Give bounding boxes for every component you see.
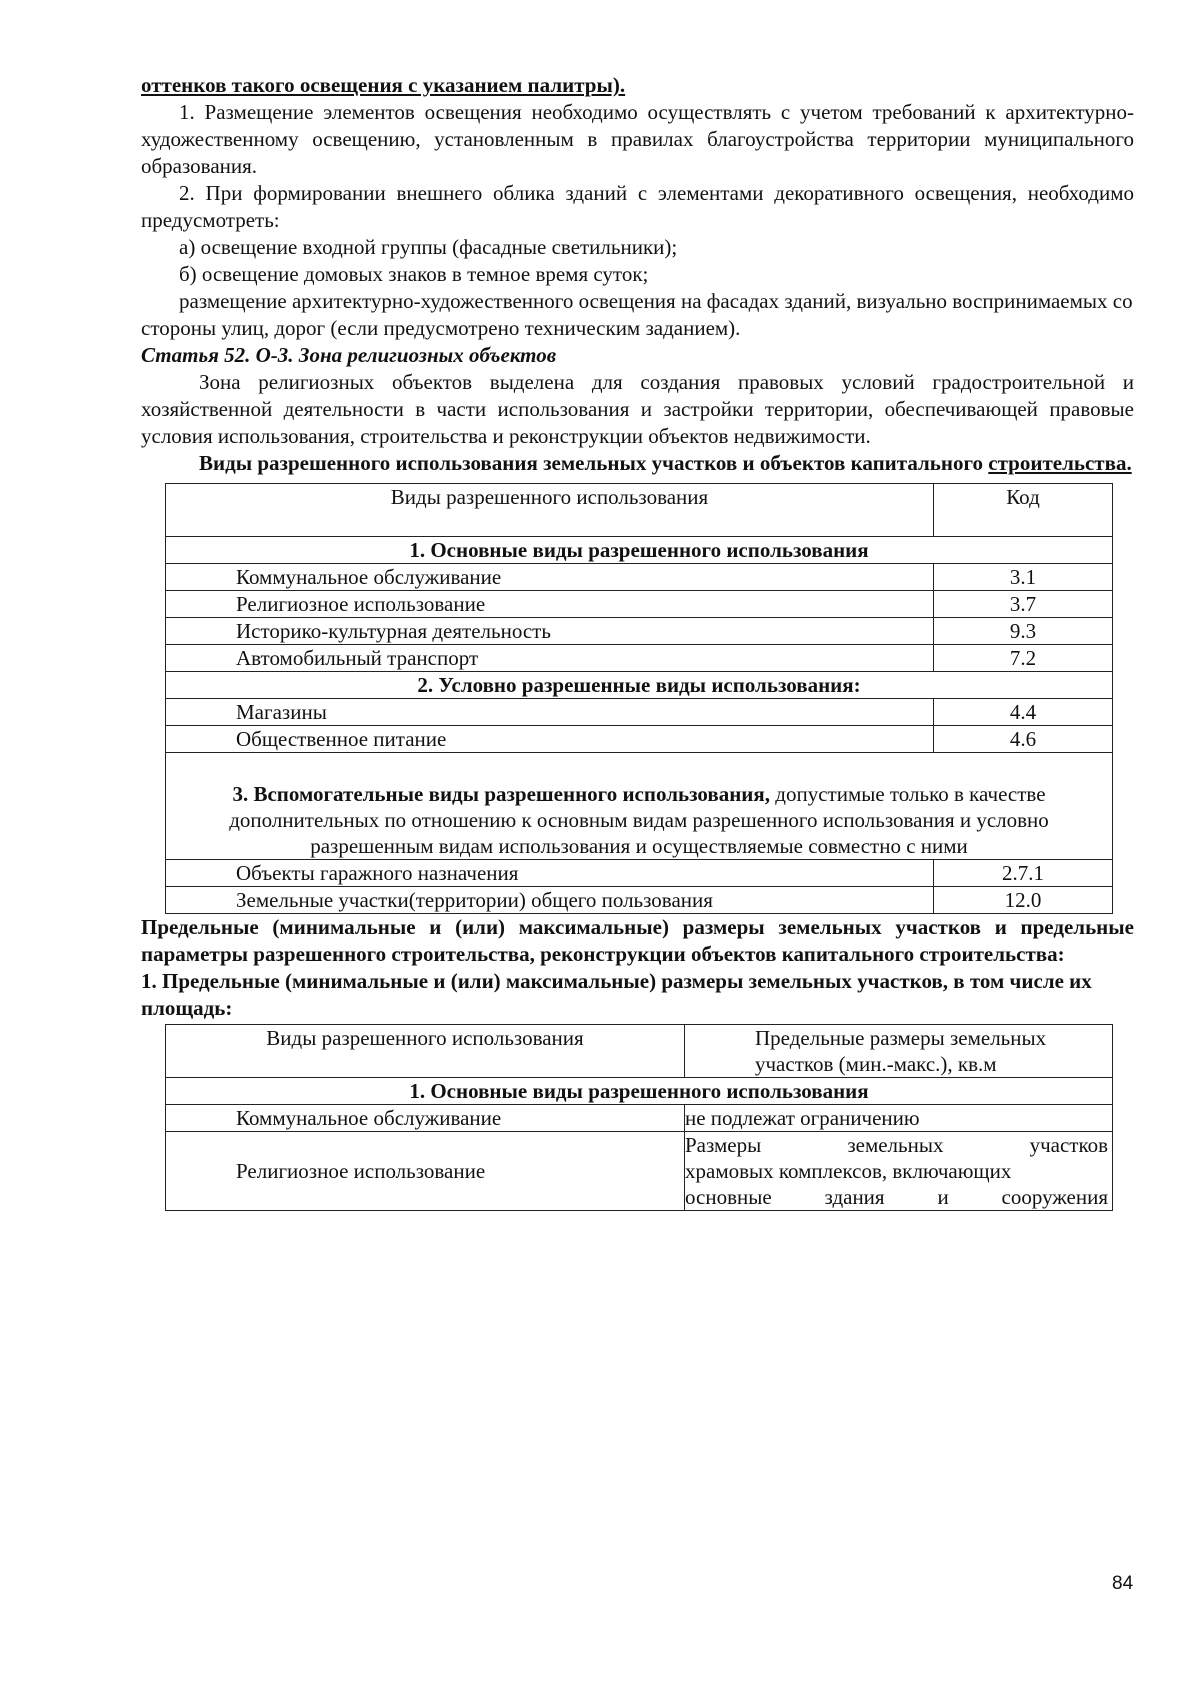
section-row xyxy=(166,753,1113,860)
use-code: 9.3 xyxy=(934,618,1113,645)
table-row xyxy=(166,860,1113,887)
limit-value: не подлежат ограничению xyxy=(685,1105,1113,1132)
use-code: 3.1 xyxy=(934,564,1113,591)
table-row xyxy=(166,726,1113,753)
limit-value xyxy=(685,1132,1113,1211)
use-name: Объекты гаражного назначения xyxy=(166,860,934,887)
limit-value-line1: Размеры земельных участков xyxy=(685,1133,1108,1157)
section-row xyxy=(166,1078,1113,1105)
section-2-title: 2. Условно разрешенные виды использования: xyxy=(166,672,1113,699)
table-row xyxy=(166,564,1113,591)
section-3-bold: 3. Вспомогательные виды разрешенного использования, xyxy=(232,782,771,806)
table-row xyxy=(166,699,1113,726)
use-name: Коммунальное обслуживание xyxy=(166,564,934,591)
table-row xyxy=(166,591,1113,618)
section-1-title: 1. Основные виды разрешенного использования xyxy=(166,1078,1113,1105)
use-code: 3.7 xyxy=(934,591,1113,618)
use-code: 7.2 xyxy=(934,645,1113,672)
section-1-title: 1. Основные виды разрешенного использования xyxy=(166,537,1113,564)
use-name: Автомобильный транспорт xyxy=(166,645,934,672)
article-title: Статья 52. О-3. Зона религиозных объектов xyxy=(141,343,557,367)
uses-title xyxy=(141,450,1134,477)
uses-title-line2: строительства. xyxy=(988,451,1132,475)
use-name: Историко-культурная деятельность xyxy=(166,618,934,645)
header-limit-line1: Предельные размеры земельных xyxy=(755,1026,1047,1050)
header-use: Виды разрешенного использования xyxy=(166,484,934,537)
paragraph-1: 1. Размещение элементов освещения необходимо осуществлять с учетом требований к архитектурно-художественному освещению, установленным в правилах благоустройства территории муниципального образования. xyxy=(141,100,1134,178)
list-item-a: а) освещение входной группы (фасадные светильники); xyxy=(179,235,678,259)
use-code: 12.0 xyxy=(934,887,1113,914)
section-row xyxy=(166,672,1113,699)
section-3-text: допустимые только в качестве дополнительных по отношению к основным видам разрешенного использования и условно разрешенным видам использования и осуществляемые совместно с ними xyxy=(229,782,1049,858)
use-code: 4.4 xyxy=(934,699,1113,726)
header-use: Виды разрешенного использования xyxy=(166,1025,685,1078)
use-name: Земельные участки(территории) общего пользования xyxy=(166,887,934,914)
limit-value-line2: храмовых комплексов, включающих xyxy=(685,1159,1012,1183)
use-code: 4.6 xyxy=(934,726,1113,753)
use-name: Магазины xyxy=(166,699,934,726)
top-line: оттенков такого освещения с указанием палитры). xyxy=(141,73,626,97)
use-name: Коммунальное обслуживание xyxy=(166,1105,685,1132)
header-limit-line2: участков (мин.-макс.), кв.м xyxy=(755,1052,997,1076)
header-limit xyxy=(685,1025,1113,1078)
uses-table xyxy=(165,483,1113,914)
use-name: Религиозное использование xyxy=(166,1132,685,1211)
paragraph-3: размещение архитектурно-художественного освещения на фасадах зданий, визуально воспринимаемых со стороны улиц, дорог (если предусмотрено техническим заданием). xyxy=(141,289,1133,340)
use-code: 2.7.1 xyxy=(934,860,1113,887)
use-name: Религиозное использование xyxy=(166,591,934,618)
table-row xyxy=(166,645,1113,672)
limits-subtitle: 1. Предельные (минимальные и (или) максимальные) размеры земельных участков, в том числе их площадь: xyxy=(141,969,1092,1020)
section-3-title xyxy=(166,753,1113,860)
table-row xyxy=(166,1105,1113,1132)
limits-table-header xyxy=(166,1025,1113,1078)
uses-table-header xyxy=(166,484,1113,537)
page-number: 84 xyxy=(1112,1573,1134,1594)
zone-description: Зона религиозных объектов выделена для создания правовых условий градостроительной и хозяйственной деятельности в части использования и застройки территории, обеспечивающей правовые условия использования, строительства и реконструкции объектов недвижимости. xyxy=(141,370,1134,448)
limits-table xyxy=(165,1024,1113,1211)
section-row xyxy=(166,537,1113,564)
header-code: Код xyxy=(934,484,1113,537)
list-item-b: б) освещение домовых знаков в темное время суток; xyxy=(179,262,649,286)
limit-value-line3: основные здания и сооружения xyxy=(685,1185,1108,1209)
paragraph-2: 2. При формировании внешнего облика зданий с элементами декоративного освещения, необходимо предусмотреть: xyxy=(141,181,1134,232)
document-page xyxy=(141,72,1134,1211)
use-name: Общественное питание xyxy=(166,726,934,753)
uses-title-line1: Виды разрешенного использования земельных участков и объектов капитального xyxy=(199,451,984,475)
table-row xyxy=(166,618,1113,645)
table-row xyxy=(166,887,1113,914)
table-row xyxy=(166,1132,1113,1211)
limits-title: Предельные (минимальные и (или) максимальные) размеры земельных участков и предельные параметры разрешенного строительства, реконструкции объектов капитального строительства: xyxy=(141,915,1134,966)
